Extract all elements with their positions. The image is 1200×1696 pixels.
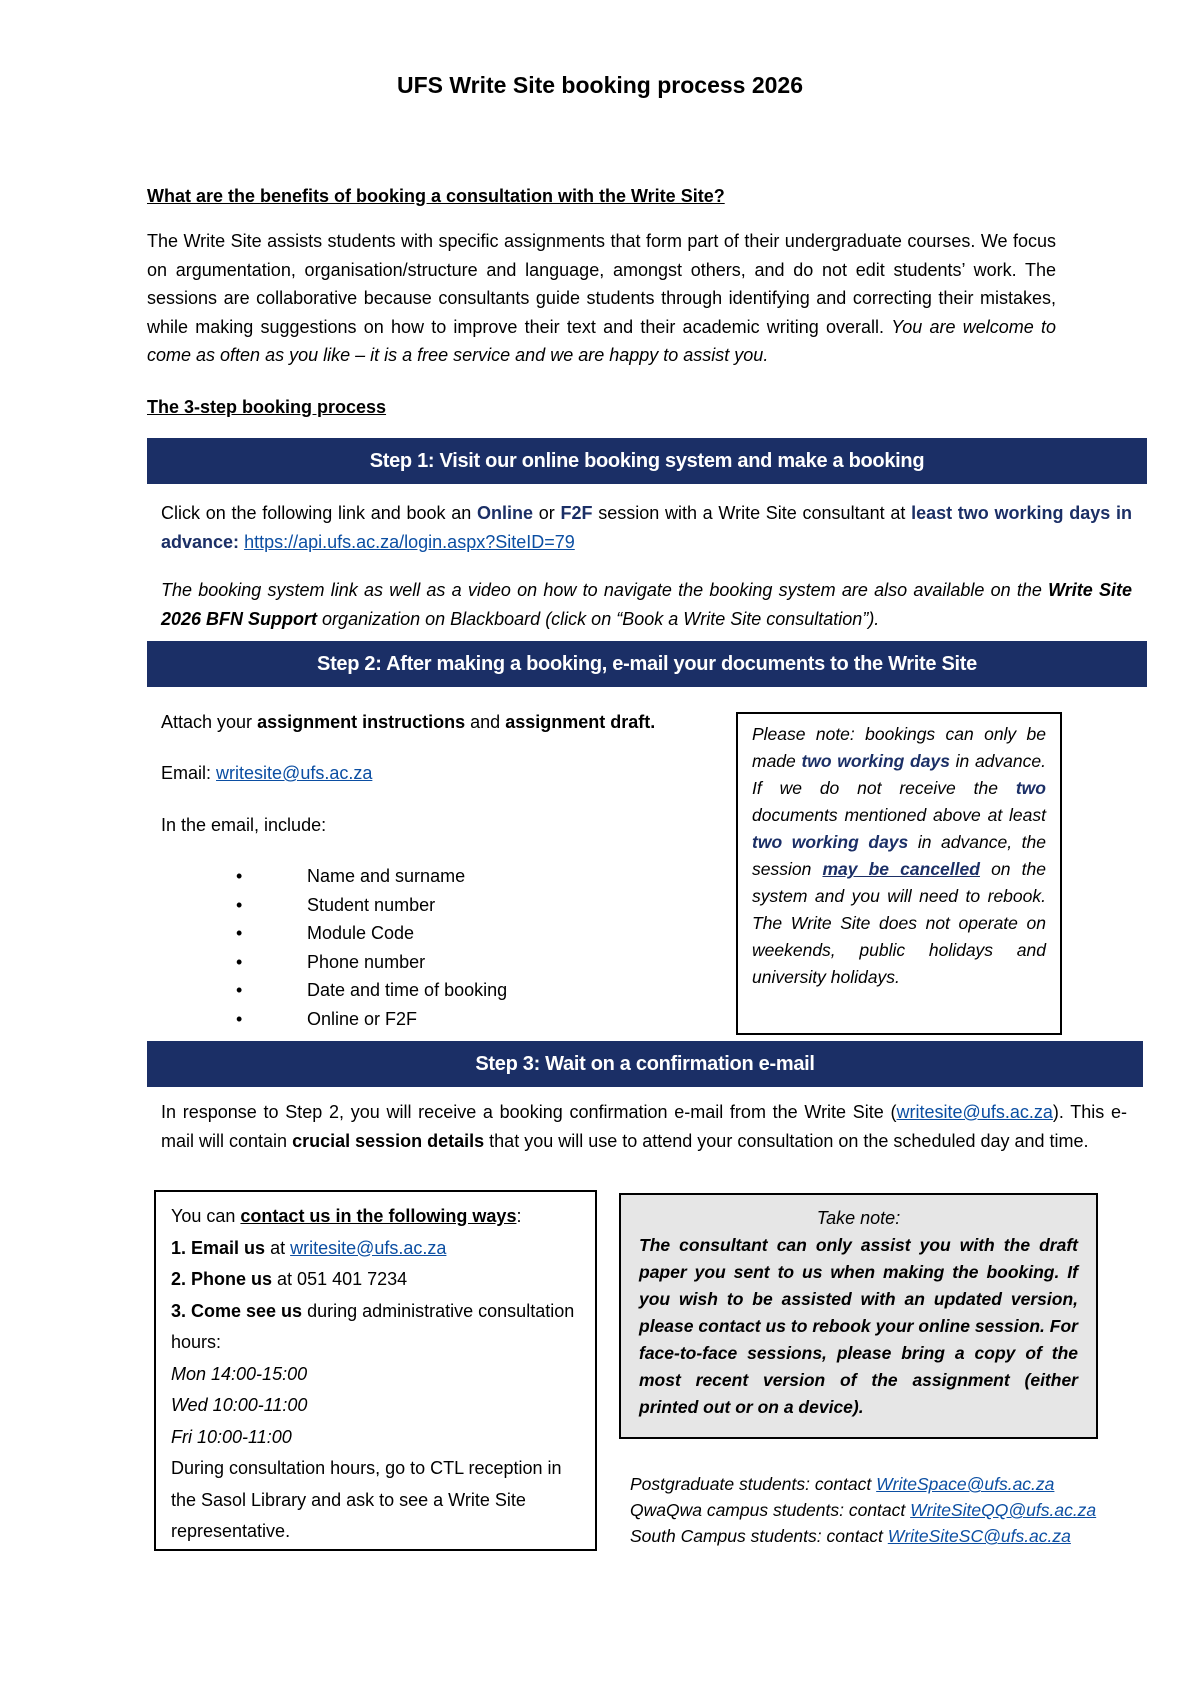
attach-t1: Attach your	[161, 712, 253, 732]
booking-link[interactable]: https://api.ufs.ac.za/login.aspx?SiteID=79	[244, 531, 575, 552]
contact-visit-line: 3. Come see us during administrative consultation hours:	[171, 1300, 575, 1352]
take-note-box	[619, 1193, 1098, 1439]
include-list	[161, 862, 721, 1033]
contact-phone-line: 2. Phone us at 051 401 7234	[171, 1269, 408, 1289]
step1-note1: The booking system link as well as a video on how to navigate the booking system are also available on the	[161, 580, 1042, 600]
qwaqwa-contact: QwaQwa campus students: contact WriteSiteQQ@ufs.ac.za	[630, 1500, 1097, 1520]
hours-wed: Wed 10:00-11:00	[171, 1395, 308, 1415]
bullet-icon: •	[236, 894, 243, 915]
list-item: • Online or F2F	[161, 1005, 721, 1034]
attach-b2: assignment draft.	[505, 712, 656, 732]
list-item: • Module Code	[161, 919, 721, 948]
step3-bar: Step 3: Wait on a confirmation e-mail	[147, 1041, 1143, 1087]
page-title: UFS Write Site booking process 2026	[396, 72, 804, 98]
step1-t2: session with a Write Site consultant at	[598, 503, 906, 523]
step1-f2f: F2F	[560, 503, 593, 523]
step1-text	[161, 499, 1132, 556]
list-item: • Student number	[161, 891, 721, 920]
attach-b1: assignment instructions	[257, 712, 466, 732]
contact-footer: During consultation hours, go to CTL reception in the Sasol Library and ask to see a Write Site representative.	[171, 1458, 562, 1541]
bullet-icon: •	[236, 951, 243, 972]
step1-note2: organization on Blackboard (click on “Book a Write Site consultation”).	[322, 608, 880, 629]
process-heading: The 3-step booking process	[147, 397, 387, 417]
step1-least: least two working days in advance:	[161, 503, 1132, 552]
step2-attach	[161, 708, 655, 736]
bullet-icon: •	[236, 866, 243, 886]
bullet-icon: •	[236, 1008, 243, 1029]
step3-text: In response to Step 2, you will receive a booking confirmation e-mail from the Write Site (writesite@ufs.ac.za). This e-mail will contain crucial session details that you will use to attend your consultation on the scheduled day and time.	[161, 1102, 1127, 1151]
contact-email-link[interactable]: writesite@ufs.ac.za	[290, 1237, 447, 1258]
email-label: Email:	[161, 763, 212, 783]
include-text: In the email, include:	[161, 815, 327, 835]
bullet-icon: •	[236, 923, 243, 943]
step1-note-bold: Write Site 2026 BFN Support	[161, 580, 1132, 629]
contact-email-line: 1. Email us at writesite@ufs.ac.za	[171, 1237, 447, 1258]
take-note-text: The consultant can only assist you with the draft paper you sent to us when making the booking. If you wish to be assisted with an updated version, please contact us to rebook your online session. For face-to-face sessions, please bring a copy of the most recent version of the assignment (either printed out or on a device).	[639, 1235, 1078, 1417]
please-note-box	[736, 712, 1062, 1035]
step3-email-link[interactable]: writesite@ufs.ac.za	[896, 1102, 1053, 1122]
please-note-text: Please note: bookings can only be made two working days in advance. If we do not receive the two documents mentioned above at least two working days in advance, the session may be cancelled on the system and you will need to rebook. The Write Site does not operate on weekends, public holidays and university holidays.	[752, 724, 1046, 987]
step1-or: or	[538, 503, 555, 523]
step1-note	[161, 576, 1132, 633]
step1-online: Online	[476, 503, 533, 523]
email-link[interactable]: writesite@ufs.ac.za	[216, 763, 373, 783]
south-campus-contact: South Campus students: contact WriteSiteSC@ufs.ac.za	[630, 1526, 1071, 1546]
qwaqwa-email-link[interactable]: WriteSiteQQ@ufs.ac.za	[910, 1500, 1097, 1520]
contact-box	[154, 1190, 597, 1551]
benefits-text: The Write Site assists students with specific assignments that form part of their undergraduate courses. We focus on argumentation, organisation/structure and language, amongst others, and do not edit students’ work. The sessions are collaborative because consultants guide students through identifying and correcting their mistakes, while making suggestions on how to improve their text and their academic writing overall.	[147, 231, 1056, 337]
list-item: • Date and time of booking	[161, 976, 721, 1005]
contact-intro: You can contact us in the following ways:	[171, 1206, 522, 1226]
step1-bar: Step 1: Visit our online booking system and make a booking	[147, 438, 1147, 484]
list-item: • Name and surname	[161, 862, 721, 891]
attach-t2: and	[470, 712, 501, 732]
list-item: • Phone number	[161, 948, 721, 977]
bullet-icon: •	[236, 980, 243, 1000]
benefits-italic: You are welcome to come as often as you like – it is a free service and we are happy to assist you.	[147, 316, 1056, 365]
take-note-heading: Take note:	[816, 1208, 901, 1228]
step2-email-line	[161, 759, 372, 787]
step2-bar: Step 2: After making a booking, e-mail your documents to the Write Site	[147, 641, 1147, 687]
postgrad-email-link[interactable]: WriteSpace@ufs.ac.za	[876, 1474, 1055, 1494]
hours-mon: Mon 14:00-15:00	[171, 1363, 308, 1384]
benefits-paragraph	[147, 227, 1056, 370]
south-campus-email-link[interactable]: WriteSiteSC@ufs.ac.za	[887, 1526, 1071, 1546]
step1-t1: Click on the following link and book an	[161, 503, 472, 523]
postgrad-contact: Postgraduate students: contact WriteSpace@ufs.ac.za	[630, 1474, 1055, 1494]
benefits-heading: What are the benefits of booking a consultation with the Write Site?	[147, 186, 725, 206]
hours-fri: Fri 10:00-11:00	[171, 1426, 292, 1447]
